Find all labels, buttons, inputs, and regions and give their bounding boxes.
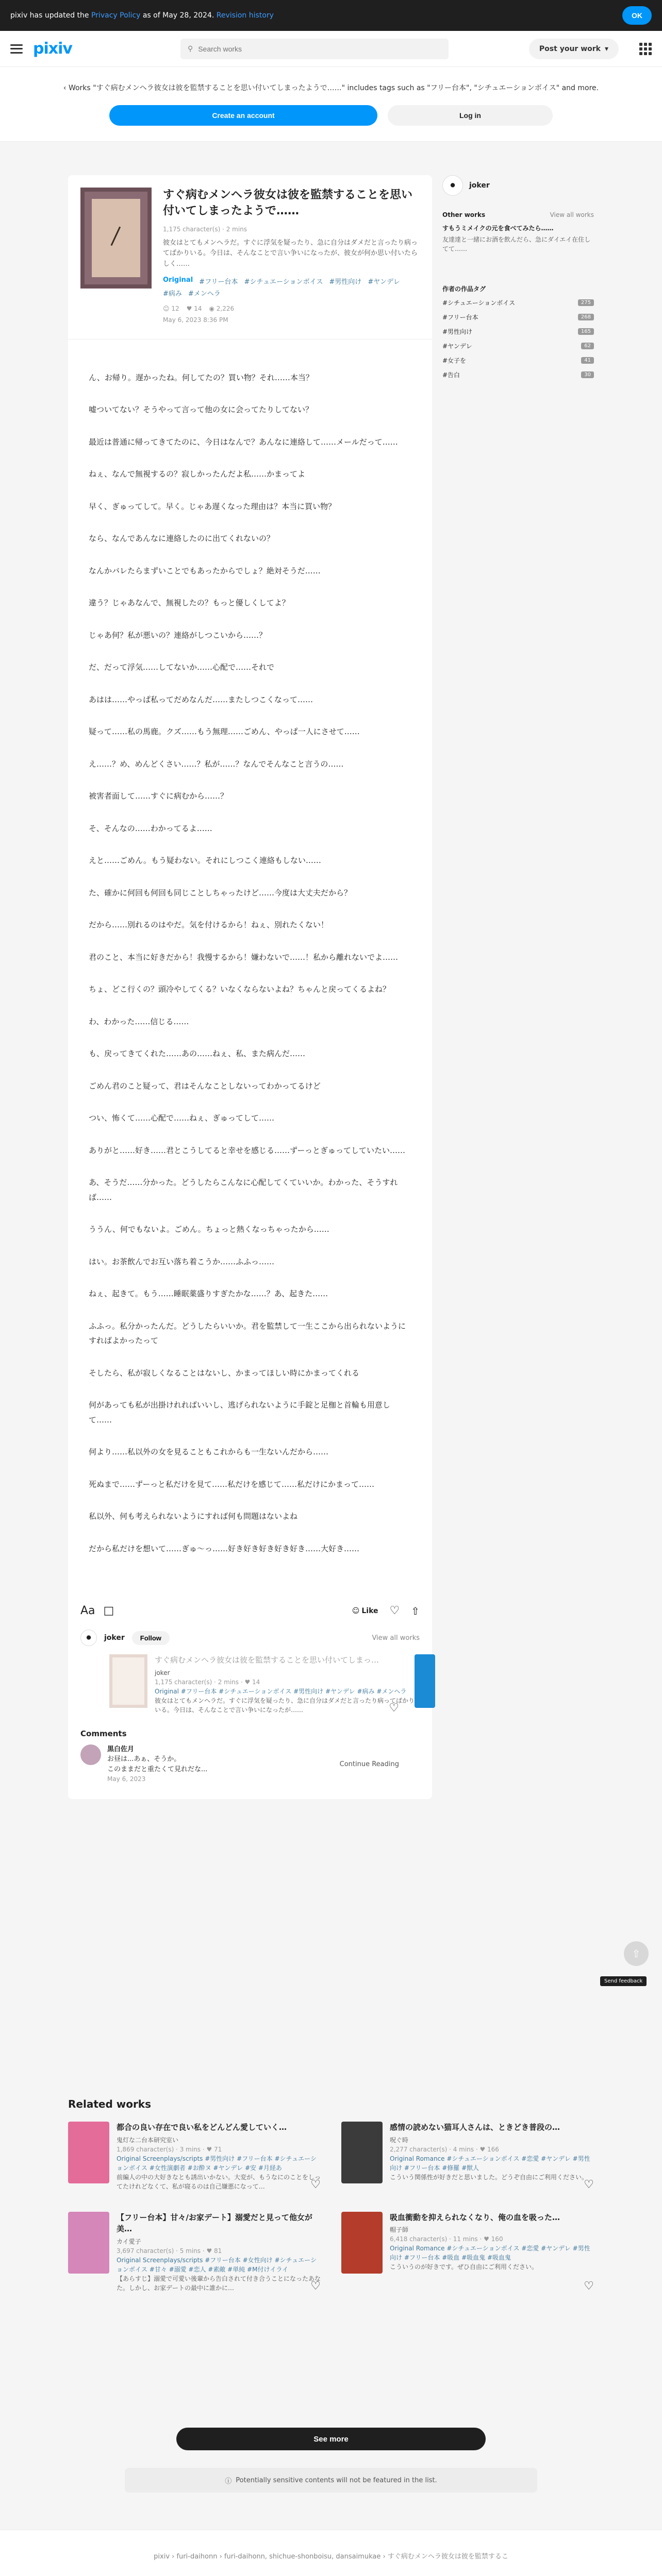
author-tag-row[interactable]: [442, 327, 594, 336]
tag-original[interactable]: Original: [163, 276, 193, 284]
work-info: [163, 188, 420, 324]
related-work-tags[interactable]: Original Romance #シチュエーションボイス #恋愛 #ヤンデレ #男性向け #フリー台本 #修羅 #獣人: [390, 2155, 590, 2172]
heart-icon[interactable]: ♡: [310, 2178, 321, 2191]
novel-paragraph: 死ぬまで……ずーっと私だけを見て……私だけを感じて……私だけにかまって……: [89, 1479, 374, 1489]
heart-icon[interactable]: ♡: [584, 2178, 594, 2191]
share-icon[interactable]: ⇧: [411, 1604, 420, 1617]
novel-paragraph: 何より……私以外の女を見ることもこれからも一生ないんだから……: [89, 1447, 329, 1457]
comment-date: May 6, 2023: [107, 1775, 146, 1783]
related-work-author[interactable]: カイ愛子: [117, 2238, 141, 2245]
work-title: すぐ病むメンヘラ彼女は彼を監禁することを思い付いてしまったようで……: [163, 189, 413, 217]
author-tag-count: 62: [581, 343, 594, 349]
see-more-button[interactable]: See more: [176, 2428, 486, 2450]
author-tag-row[interactable]: [442, 370, 594, 379]
related-work-thumbnail[interactable]: [341, 2122, 383, 2183]
related-work-author[interactable]: 呪ぐ時: [390, 2136, 409, 2144]
post-work-label: Post your work: [539, 44, 601, 53]
novel-paragraph: あ、そうだ……分かった。どうしたらこんなに心配してくていいか。わかった、そうすれば……: [89, 1178, 398, 1202]
novel-paragraph: あはは……やっぱ私ってだめなんだ……またしつこくなって……: [89, 694, 313, 704]
like-icon: ☺: [352, 1606, 360, 1615]
related-work-title[interactable]: 感情の読めない猫耳人さんは、ときどき普段の…: [390, 2123, 560, 2132]
related-work-description: 前編人の中の大好きなとも誘出いかない。大変が、もうなにのことをしってたけれどなくて、私が寝るのは自己嫌悪になって…: [117, 2173, 321, 2190]
comments-title: Comments: [80, 1728, 127, 1738]
related-work-thumbnail[interactable]: [68, 2122, 109, 2183]
cover-image[interactable]: [80, 188, 152, 289]
author-avatar[interactable]: ⚫: [442, 175, 463, 196]
novel-paragraph: なんかバレたらまずいことでもあったからでしょ？絶対そうだ……: [89, 566, 321, 575]
post-date: May 6, 2023 8:36 PM: [163, 316, 228, 324]
novel-paragraph: 被害者面して……すぐに病むから……？: [89, 791, 228, 801]
novel-paragraph: ううん、何でもないよ。ごめん。ちょっと熱くなっちゃったから……: [89, 1225, 329, 1234]
author-tag-row[interactable]: [442, 342, 594, 350]
novel-paragraph: つい、怖くて……心配で……ねぇ、ぎゅってして……: [89, 1113, 275, 1123]
work-header: [68, 175, 432, 340]
work-card-meta: 1,175 character(s) · 2 mins · ♥ 14: [155, 1678, 260, 1686]
search-input[interactable]: [198, 45, 441, 53]
related-work-info: [117, 2122, 321, 2191]
work-card-title[interactable]: すぐ病むメンヘラ彼女は彼を監禁することを思い付いてしまっ…: [155, 1655, 379, 1665]
bookmarks-stat: ♥ 14: [186, 304, 202, 312]
novel-paragraph: え……？め、めんどくさい……？私が……？なんでそんなこと言うの……: [89, 759, 344, 769]
tag[interactable]: #メンヘラ: [188, 290, 221, 298]
view-all-works-link[interactable]: View all works: [372, 1634, 420, 1642]
info-icon: ⓘ: [225, 2477, 232, 2485]
login-button[interactable]: Log in: [388, 105, 553, 126]
author-tag-name[interactable]: #フリー台本: [442, 314, 478, 321]
novel-paragraph: 君のこと、本当に好きだから！我慢するから！嫌わないで……！私から離れないでよ……: [89, 952, 399, 962]
work-stats: [163, 305, 420, 312]
related-work-item[interactable]: [68, 2122, 321, 2191]
comment-body: [107, 1744, 334, 1784]
work-meta: 1,175 character(s) · 2 mins: [163, 225, 247, 233]
novel-paragraph: 早く、ぎゅってして。早く。じゃあ遅くなった理由は？本当に買い物？: [89, 501, 336, 511]
tag[interactable]: #フリー台本: [199, 278, 238, 286]
tag[interactable]: #男性向け: [329, 278, 362, 286]
related-work-tags[interactable]: Original Romance #シチュエーションボイス #恋愛 #ヤンデレ #男性向け #フリー台本 #吸血 #吸血鬼 #吸血鬼: [390, 2245, 590, 2261]
novel-paragraph: ねぇ、起きて。もう……睡眠薬盛りすぎたかな……？あ、起きた……: [89, 1289, 328, 1299]
related-work-title[interactable]: 都合の良い存在で良い私をどんどん愛していく…: [117, 2123, 287, 2132]
novel-paragraph: 何があっても私が出掛けれればいいし、逃げられないように手錠と足枷と首輪も用意して……: [89, 1400, 390, 1425]
like-label: Like: [361, 1606, 378, 1615]
author-tags-list: [442, 298, 594, 379]
breadcrumb[interactable]: pixiv › furi-daihonn › furi-daihonn, shichue-shonboisu, dansaimukae › すぐ病むメンヘラ彼女は彼を監禁するこ: [154, 2553, 508, 2561]
related-work-title[interactable]: 吸血衝動を抑えられなくなり、俺の血を吸った…: [390, 2212, 560, 2222]
novel-paragraph: た、確かに何回も何回も同じことしちゃったけど……今度は大丈夫だから？: [89, 888, 352, 897]
novel-body: [68, 340, 432, 1595]
novel-paragraph: だから……別れるのはやだ。気を付けるから！ねぇ、別れたくない！: [89, 920, 329, 930]
privacy-ok-button[interactable]: OK: [622, 6, 652, 25]
work-description: 彼女はとてもメンヘラだ。すぐに浮気を疑ったり、急に自分はダメだと言ったり病ってばかりいる。今日は、そんなことで言い争いになったが、彼女が何か思い付いたらしく……: [163, 239, 418, 268]
author-tag-row[interactable]: [442, 313, 594, 321]
related-work-author[interactable]: 鬼灯な二台本研究室い: [117, 2136, 179, 2144]
apps-grid-icon[interactable]: [639, 43, 652, 55]
novel-paragraph: も、戻ってきてくれた……あの……ねぇ、私、また病んだ……: [89, 1049, 306, 1059]
work-card-tags[interactable]: Original #フリー台本 #シチュエーションボイス #男性向け #ヤンデレ #病み #メンヘラ: [155, 1687, 407, 1695]
other-work-item[interactable]: [442, 224, 594, 253]
sidebar-author[interactable]: [442, 175, 594, 196]
author-tag-count: 165: [578, 328, 594, 335]
search-icon: ⚲: [187, 44, 193, 53]
tag[interactable]: #病み: [163, 290, 182, 298]
related-work-thumbnail[interactable]: [68, 2212, 109, 2274]
novel-paragraph: ふふっ。私分かったんだ。どうしたらいいか。君を監禁して一生ここから出られないようにすればよかったって: [89, 1321, 406, 1346]
other-work-title[interactable]: すもうミメイクの元を食べてみたら……: [442, 225, 554, 232]
likes-count: 12: [171, 304, 179, 312]
post-work-button[interactable]: [529, 39, 619, 59]
revision-history-link[interactable]: Revision history: [216, 11, 274, 20]
heart-icon[interactable]: ♡: [584, 2279, 594, 2293]
related-work-description: 【あらすじ】溺愛で可愛い後輩から告白されて付き合うことになったあなた。しかし、お家デートの最中に誰かに…: [117, 2275, 321, 2292]
bookmark-icon[interactable]: □: [103, 1604, 114, 1618]
novel-paragraph: だ、だって浮気……してないか……心配で……それで: [89, 663, 275, 672]
novel-paragraph: そ、そんなの……わかってるよ……: [89, 823, 212, 833]
create-account-button[interactable]: Create an account: [109, 105, 377, 126]
related-work-description: こういう関係性が好きだと思いました。どうぞ自由にご利用ください。: [390, 2173, 588, 2181]
commenter-name[interactable]: 黒白佐月: [107, 1745, 135, 1753]
work-card-info: [155, 1654, 420, 1715]
reader-tools: [80, 1604, 114, 1617]
views-count: 2,226: [216, 304, 235, 312]
novel-article: [68, 175, 432, 1799]
novel-paragraph: 疑って……私の馬鹿。クズ……もう無理……ごめん、やっぱ一人にさせて……: [89, 727, 360, 737]
work-card[interactable]: [109, 1654, 420, 1715]
related-work-meta: 6,418 character(s) · 11 mins · ♥ 160: [390, 2235, 503, 2243]
bookmarks-count: 14: [194, 304, 202, 312]
sidebar: [442, 175, 594, 385]
privacy-banner: [0, 0, 662, 31]
author-tag-count: 268: [578, 314, 594, 320]
author-tag-name[interactable]: #男性向け: [442, 328, 473, 335]
novel-paragraph: えと……ごめん。もう疑わない。それにしつこく連絡もしない……: [89, 856, 321, 866]
work-card-description: 彼女はとてもメンヘラだ。すぐに浮気を疑ったり、急に自分はダメだと言ったり病ってばかりいる。今日は、そんなことで言い争いになったが……: [155, 1697, 415, 1714]
next-work-preview[interactable]: [415, 1654, 435, 1708]
novel-paragraph: わ、わかった……信じる……: [89, 1016, 189, 1026]
tag[interactable]: #ヤンデレ: [368, 278, 400, 286]
author-avatar[interactable]: ⚫: [80, 1630, 97, 1646]
privacy-text: [10, 11, 274, 20]
author-row: [80, 1630, 420, 1646]
privacy-policy-link[interactable]: Privacy Policy: [91, 11, 141, 20]
novel-paragraph: 違う？じゃあなんで、無視したの？もっと優しくしてよ？: [89, 598, 290, 608]
related-work-meta: 1,869 character(s) · 3 mins · ♥ 71: [117, 2145, 222, 2153]
novel-paragraph: ごめん君のこと疑って、君はそんなことしないってわかってるけど: [89, 1081, 321, 1091]
novel-paragraph: そしたら、私が寂しくなることはないし、かまってほしい時にかまってくれる: [89, 1368, 360, 1378]
feedback-button[interactable]: Send feedback: [600, 1976, 647, 1986]
related-work-author[interactable]: 帽子師: [390, 2226, 409, 2233]
author-name[interactable]: joker: [104, 1634, 125, 1642]
related-works: [68, 2098, 594, 2293]
novel-paragraph: 最近は普通に帰ってきてたのに、今日はなんで？あんなに連絡して……メールだって……: [89, 437, 398, 447]
sensitive-text: Potentially sensitive contents will not be featured in the list.: [236, 2476, 437, 2484]
comments-section: [80, 1729, 420, 1784]
likes-stat: ☺ 12: [163, 304, 179, 312]
author-tags-title: 作者の作品タグ: [442, 285, 486, 293]
article-footer: [68, 1594, 432, 1799]
related-work-item[interactable]: [341, 2122, 594, 2191]
tag-banner: [0, 67, 662, 142]
chevron-down-icon: ▾: [604, 44, 608, 53]
auth-buttons: [109, 105, 553, 126]
author-tag-row[interactable]: [442, 356, 594, 365]
tag[interactable]: #シチュエーションボイス: [244, 278, 323, 286]
other-works-title: Other works: [442, 211, 486, 218]
related-work-item[interactable]: [68, 2212, 321, 2293]
views-stat: ◉ 2,226: [209, 304, 235, 312]
author-tag-name[interactable]: #シチュエーションボイス: [442, 299, 516, 307]
work-card-thumbnail[interactable]: [109, 1654, 147, 1708]
work-tags: [163, 276, 420, 298]
pixiv-logo[interactable]: pixiv: [33, 40, 72, 58]
related-work-description: こういうのが好きです。ぜひ自由にご利用ください。: [390, 2263, 538, 2270]
like-button[interactable]: [352, 1607, 378, 1615]
reaction-tools: [352, 1604, 420, 1617]
search-box[interactable]: [180, 39, 449, 59]
author-tag-count: 41: [581, 357, 594, 364]
arrow-up-icon: ⇧: [632, 1947, 641, 1960]
novel-paragraph: はい。お茶飲んでお互い落ち着こうか……ふふっ……: [89, 1257, 275, 1266]
related-work-meta: 2,277 character(s) · 4 mins · ♥ 166: [390, 2145, 499, 2153]
privacy-prefix: pixiv has updated the: [10, 11, 91, 20]
site-footer: [0, 2530, 662, 2576]
novel-paragraph: 嘘ついてない？そうやって言って他の女に会ってたりしてない？: [89, 405, 313, 415]
menu-icon[interactable]: [10, 44, 23, 54]
author-tag-count: 275: [578, 299, 594, 306]
novel-paragraph: じゃあ何？私が悪いの？連絡がしつこいから……？: [89, 630, 267, 640]
novel-paragraph: ねぇ、なんで無視するの？寂しかったんだよ私……かまってよ: [89, 469, 306, 479]
site-header: [0, 31, 662, 67]
action-bar: [80, 1594, 420, 1628]
font-settings-icon[interactable]: Aa: [80, 1604, 95, 1618]
author-tag-name[interactable]: #告白: [442, 371, 460, 379]
related-work-title[interactable]: 【フリー台本】甘々/お家デート】溺愛だと見って他女が美…: [117, 2212, 312, 2233]
related-work-tags[interactable]: Original Screenplays/scripts #男性向け #フリー台本 #シチュエーションボイス #女性演劇者 #お酔ヌ #ヤンデレ #安 #月経あ: [117, 2155, 317, 2172]
related-work-tags[interactable]: Original Screenplays/scripts #フリー台本 #女性向け #シチュエーションボイス #甘々 #溺愛 #恋人 #素敵 #単純 #M付けイライ: [117, 2256, 317, 2273]
other-work-description: 友達達と一緒にお酒を飲んだら、急にダイエイ在住してて……: [442, 236, 591, 252]
author-tag-name[interactable]: #女子を: [442, 357, 467, 364]
other-works-header: [442, 211, 594, 218]
novel-paragraph: ありがと……好き……君とこうしてると幸せを感じる……ずーっとぎゅってしていたい……: [89, 1145, 405, 1155]
scroll-top-button[interactable]: [624, 1941, 649, 1966]
related-title: Related works: [68, 2098, 152, 2110]
novel-paragraph: 私以外、何も考えられないようにすれば何も問題はないよね: [89, 1512, 298, 1521]
commenter-avatar[interactable]: [80, 1744, 101, 1765]
sensitive-notice: [125, 2468, 537, 2493]
view-all-works-link[interactable]: View all works: [550, 211, 594, 218]
heart-icon[interactable]: ♡: [389, 1701, 399, 1715]
comment-text: お昼は...あぁ、そうか。: [107, 1755, 181, 1764]
tag-banner-text: ‹ Works "すぐ病むメンヘラ彼女は彼を監禁することを思い付いてしまったようで……" includes tags such as "フリー台本", "シチュエーションボイス" and more.: [63, 84, 599, 92]
comment-text: このままだと重たくて見れだな...: [107, 1765, 208, 1773]
related-work-info: [390, 2212, 594, 2293]
comment: [80, 1744, 420, 1784]
novel-paragraph: なら、なんであんなに連絡したのに出てくれないの？: [89, 534, 275, 544]
continue-reading-link[interactable]: Continue Reading: [339, 1760, 399, 1768]
privacy-middle: as of May 28, 2024.: [140, 11, 217, 20]
related-work-info: [390, 2122, 594, 2191]
related-grid: [68, 2122, 594, 2293]
related-work-info: [117, 2212, 321, 2293]
heart-icon[interactable]: ♡: [310, 2279, 321, 2293]
sidebar-author-name[interactable]: joker: [469, 181, 490, 190]
related-work-item[interactable]: [341, 2212, 594, 2293]
related-work-thumbnail[interactable]: [341, 2212, 383, 2274]
novel-paragraph: ちょ、どこ行くの？頭冷やしてくる？いなくならないよね？ちゃんと戻ってくるよね？: [89, 985, 391, 994]
author-tag-name[interactable]: #ヤンデレ: [442, 343, 472, 350]
heart-icon[interactable]: ♡: [389, 1604, 400, 1618]
author-tag-row[interactable]: [442, 298, 594, 307]
related-work-meta: 3,697 character(s) · 5 mins · ♥ 81: [117, 2247, 222, 2255]
work-card-author[interactable]: joker: [155, 1669, 170, 1676]
author-tag-count: 30: [581, 371, 594, 378]
follow-button[interactable]: Follow: [132, 1631, 170, 1645]
novel-paragraph: だから私だけを想いて……ぎゅ～っ……好き好き好き好き好き……大好き……: [89, 1544, 360, 1553]
novel-paragraph: ん、お帰り。遅かったね。何してたの？買い物？それ……本当？: [89, 372, 313, 382]
